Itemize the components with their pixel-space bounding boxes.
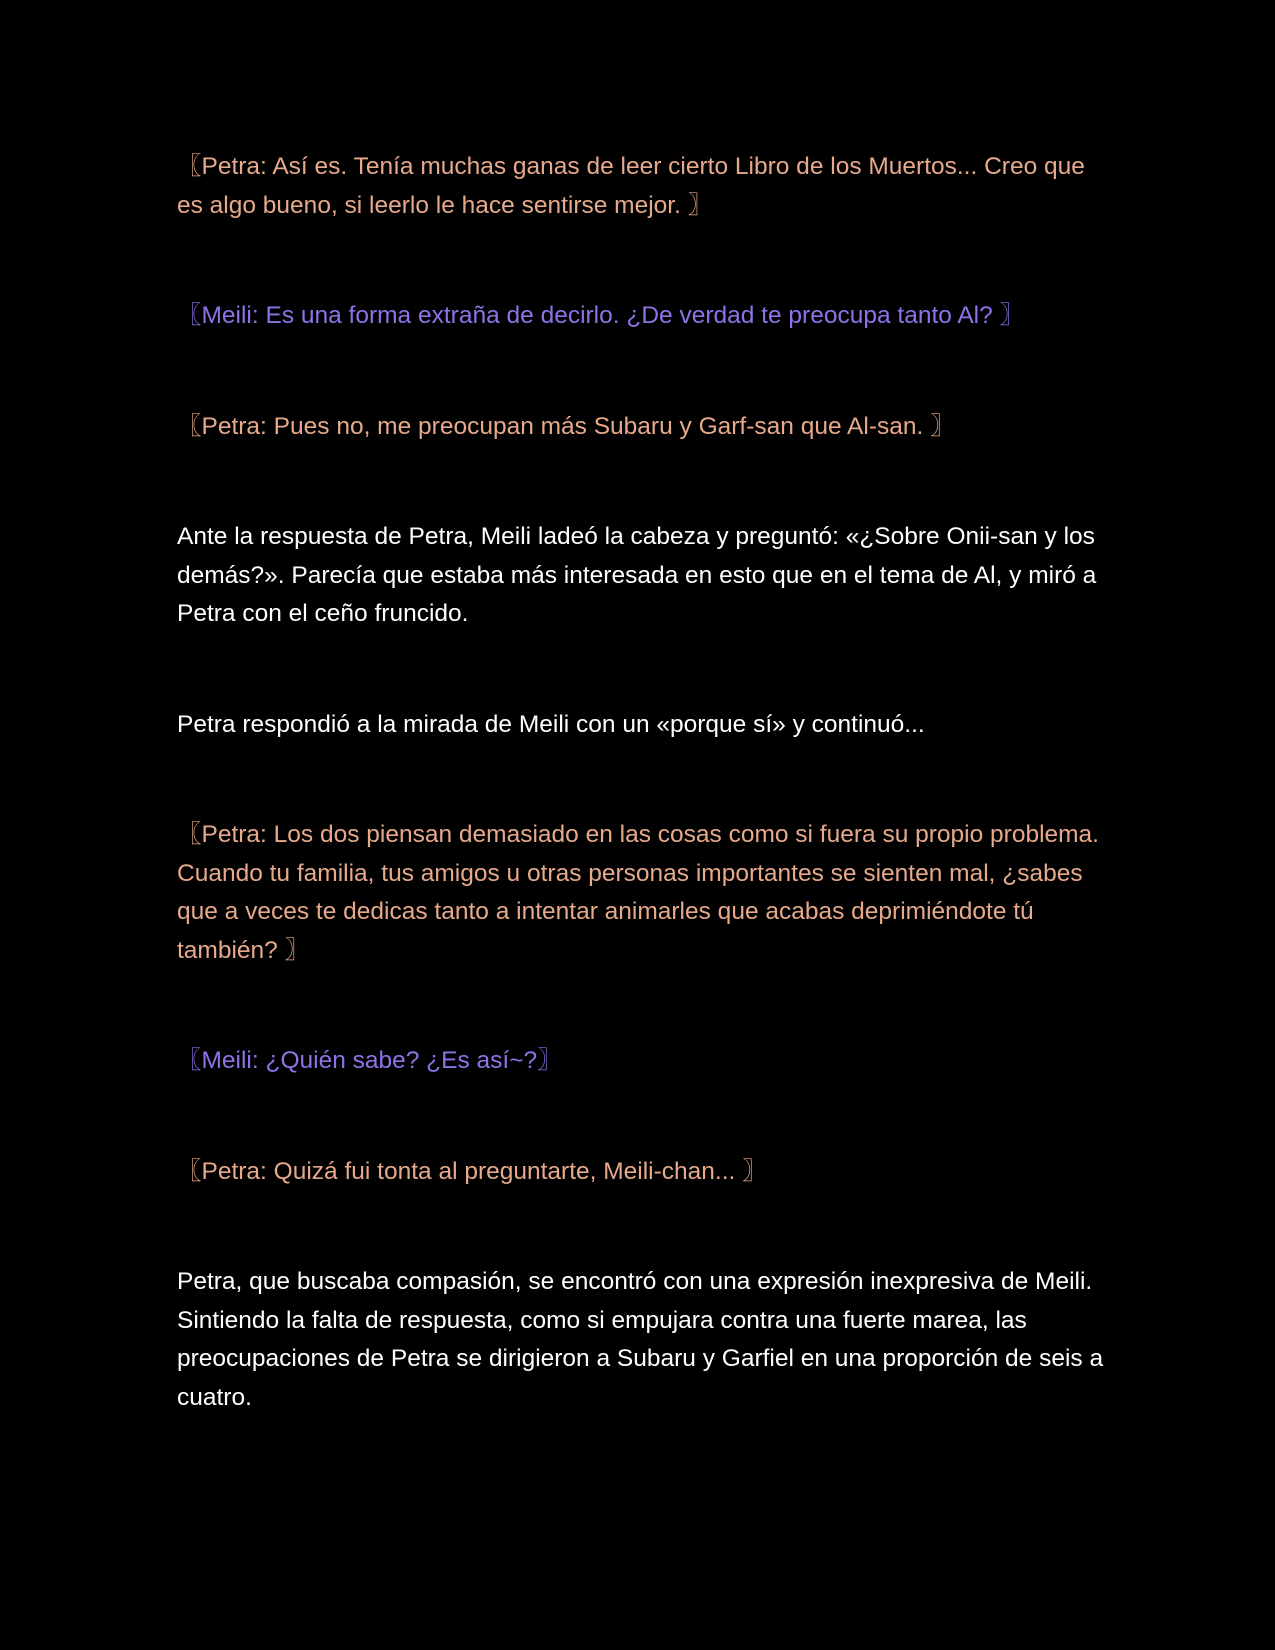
dialogue-petra-3: 〖Petra: Los dos piensan demasiado en las cosas como si fuera su propio problema. Cuando tu familia, tus amigos u otras personas importantes se sienten mal, ¿sabes que a veces te dedicas tanto a intentar animarles que acabas deprimiéndote tú también? 〗 (177, 821, 1099, 964)
narration-3: Petra, que buscaba compasión, se encontró con una expresión inexpresiva de Meili. Sintiendo la falta de respuesta, como si empujara contra una fuerte marea, las preocupaciones de Petra se dirigieron a Subaru y Garfiel en una proporción de seis a cuatro. (177, 1268, 1104, 1411)
dialogue-petra-1: 〖Petra: Así es. Tenía muchas ganas de leer cierto Libro de los Muertos... Creo que es algo bueno, si leerlo le hace sentirse mejor. 〗 (177, 153, 1085, 219)
dialogue-petra-2: 〖Petra: Pues no, me preocupan más Subaru y Garf-san que Al-san. 〗 (177, 412, 955, 440)
dialogue-meili-2: 〖Meili: ¿Quién sabe? ¿Es así~?〗 (177, 1047, 562, 1074)
dialogue-petra-4: 〖Petra: Quizá fui tonta al preguntarte, Meili-chan... 〗 (177, 1157, 767, 1185)
narration-2: Petra respondió a la mirada de Meili con un «porque sí» y continuó... (177, 710, 925, 738)
document-body (177, 148, 1107, 1417)
narration-1: Ante la respuesta de Petra, Meili ladeó la cabeza y preguntó: «¿Sobre Onii-san y los demás?». Parecía que estaba más interesada en esto que en el tema de Al, y miró a Petra con el ceño fruncido. (177, 523, 1097, 627)
dialogue-meili-1: 〖Meili: Es una forma extraña de decirlo. ¿De verdad te preocupa tanto Al? 〗 (177, 302, 1025, 329)
